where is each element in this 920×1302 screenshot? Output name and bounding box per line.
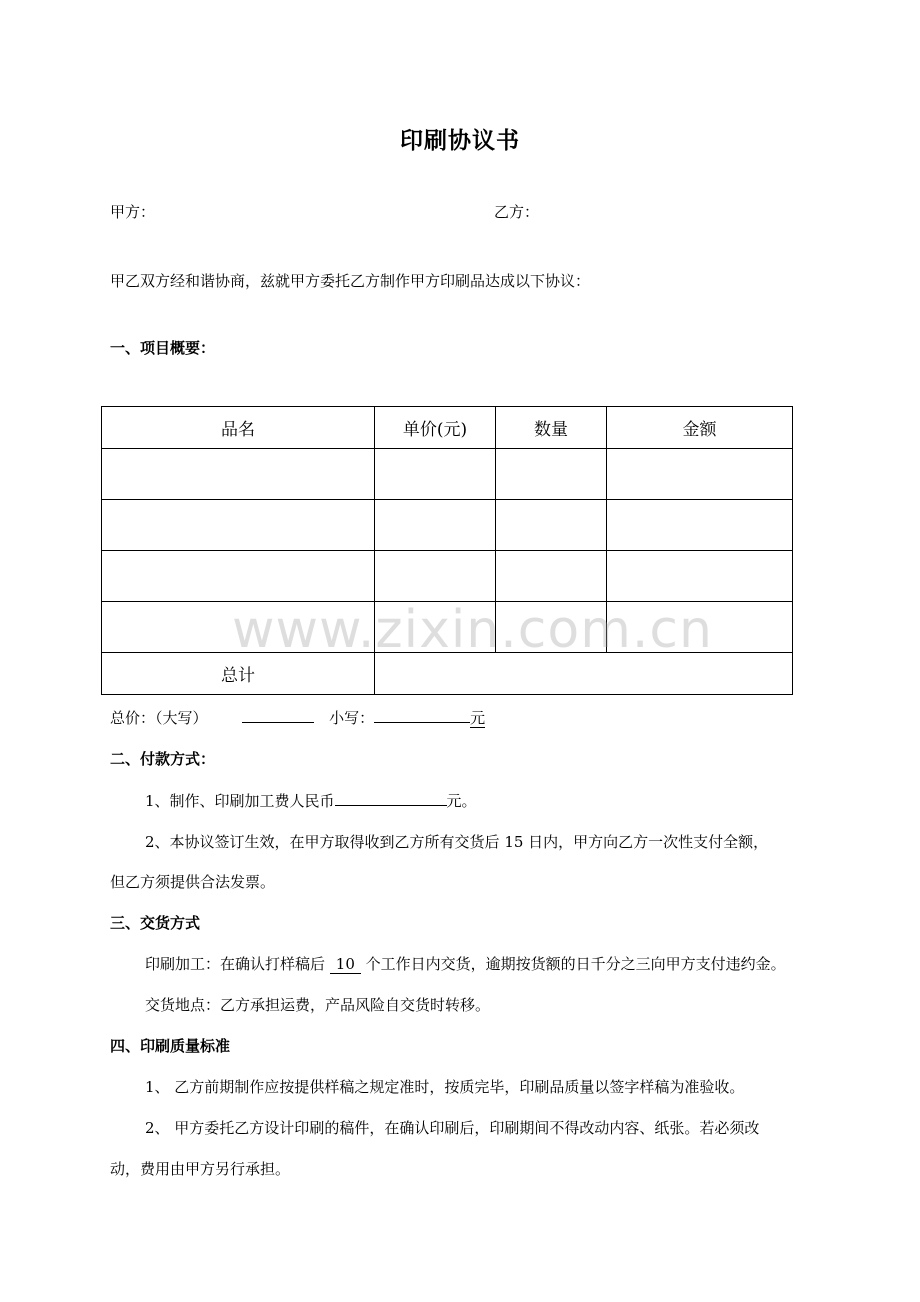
payment-1-prefix: 1、制作、印刷加工费人民币 xyxy=(145,792,335,810)
total-price-label: 总价：（大写） xyxy=(110,709,208,727)
total-price-uppercase-blank[interactable] xyxy=(242,706,314,723)
yuan-unit: 元 xyxy=(470,709,486,727)
header-unit-price: 单价(元) xyxy=(375,407,496,449)
table-row xyxy=(102,449,793,500)
delivery-days-value: 10 xyxy=(330,955,361,974)
table-cell[interactable] xyxy=(496,500,607,551)
table-header-row xyxy=(102,407,793,449)
table-cell[interactable] xyxy=(375,551,496,602)
delivery-item-1 xyxy=(145,953,786,974)
table-cell[interactable] xyxy=(607,500,793,551)
total-price-line xyxy=(110,706,485,728)
intro-paragraph: 甲乙双方经和谐协商，兹就甲方委托乙方制作甲方印刷品达成以下协议： xyxy=(110,272,591,290)
table-cell[interactable] xyxy=(102,500,375,551)
section-4-heading: 四、印刷质量标准 xyxy=(110,1037,231,1055)
table-row xyxy=(102,551,793,602)
table-row xyxy=(102,500,793,551)
section-2-heading: 二、付款方式： xyxy=(110,750,216,768)
party-b-label: 乙方： xyxy=(494,203,540,221)
table-cell[interactable] xyxy=(375,500,496,551)
payment-1-suffix: 元。 xyxy=(446,792,477,810)
total-label: 总计 xyxy=(102,653,375,695)
delivery-item-2: 交货地点：乙方承担运费，产品风险自交货时转移。 xyxy=(145,996,491,1014)
document-title: 印刷协议书 xyxy=(400,128,520,154)
table-cell[interactable] xyxy=(496,449,607,500)
watermark: www.zixin.com.cn xyxy=(232,600,713,660)
total-price-lowercase-blank[interactable] xyxy=(374,706,470,723)
quality-item-1: 1、 乙方前期制作应按提供样稿之规定准时，按质完毕，印刷品质量以签字样稿为准验收。 xyxy=(145,1078,745,1096)
quality-item-2-line1: 2、 甲方委托乙方设计印刷的稿件，在确认印刷后，印刷期间不得改动内容、纸张。若必须改 xyxy=(145,1119,760,1137)
table-cell[interactable] xyxy=(607,449,793,500)
table-row xyxy=(102,602,793,653)
table-cell[interactable] xyxy=(375,602,496,653)
processing-fee-blank[interactable] xyxy=(335,789,447,806)
payment-item-2-line1: 2、本协议签订生效，在甲方取得收到乙方所有交货后 15 日内，甲方向乙方一次性支付全额， xyxy=(145,833,769,851)
table-cell[interactable] xyxy=(102,551,375,602)
table-cell[interactable] xyxy=(102,449,375,500)
table-cell[interactable] xyxy=(607,602,793,653)
table-cell[interactable] xyxy=(375,449,496,500)
table-cell[interactable] xyxy=(496,602,607,653)
section-3-heading: 三、交货方式 xyxy=(110,914,201,932)
quality-item-2-line2: 动，费用由甲方另行承担。 xyxy=(110,1160,291,1178)
small-write-label: 小写： xyxy=(329,709,375,727)
delivery-1-prefix: 印刷加工：在确认打样稿后 xyxy=(145,955,326,973)
table-total-row xyxy=(102,653,793,695)
table-cell[interactable] xyxy=(496,551,607,602)
party-a-label: 甲方： xyxy=(110,203,156,221)
payment-item-1 xyxy=(145,789,477,811)
items-table xyxy=(101,406,793,695)
header-item-name: 品名 xyxy=(102,407,375,449)
header-amount: 金额 xyxy=(607,407,793,449)
section-1-heading: 一、项目概要： xyxy=(110,339,216,357)
table-cell[interactable] xyxy=(607,551,793,602)
header-quantity: 数量 xyxy=(496,407,607,449)
table-cell[interactable] xyxy=(102,602,375,653)
delivery-1-suffix: 个工作日内交货，逾期按货额的日千分之三向甲方支付违约金。 xyxy=(365,955,786,973)
payment-item-2-line2: 但乙方须提供合法发票。 xyxy=(110,873,276,891)
total-value-cell[interactable] xyxy=(375,653,793,695)
